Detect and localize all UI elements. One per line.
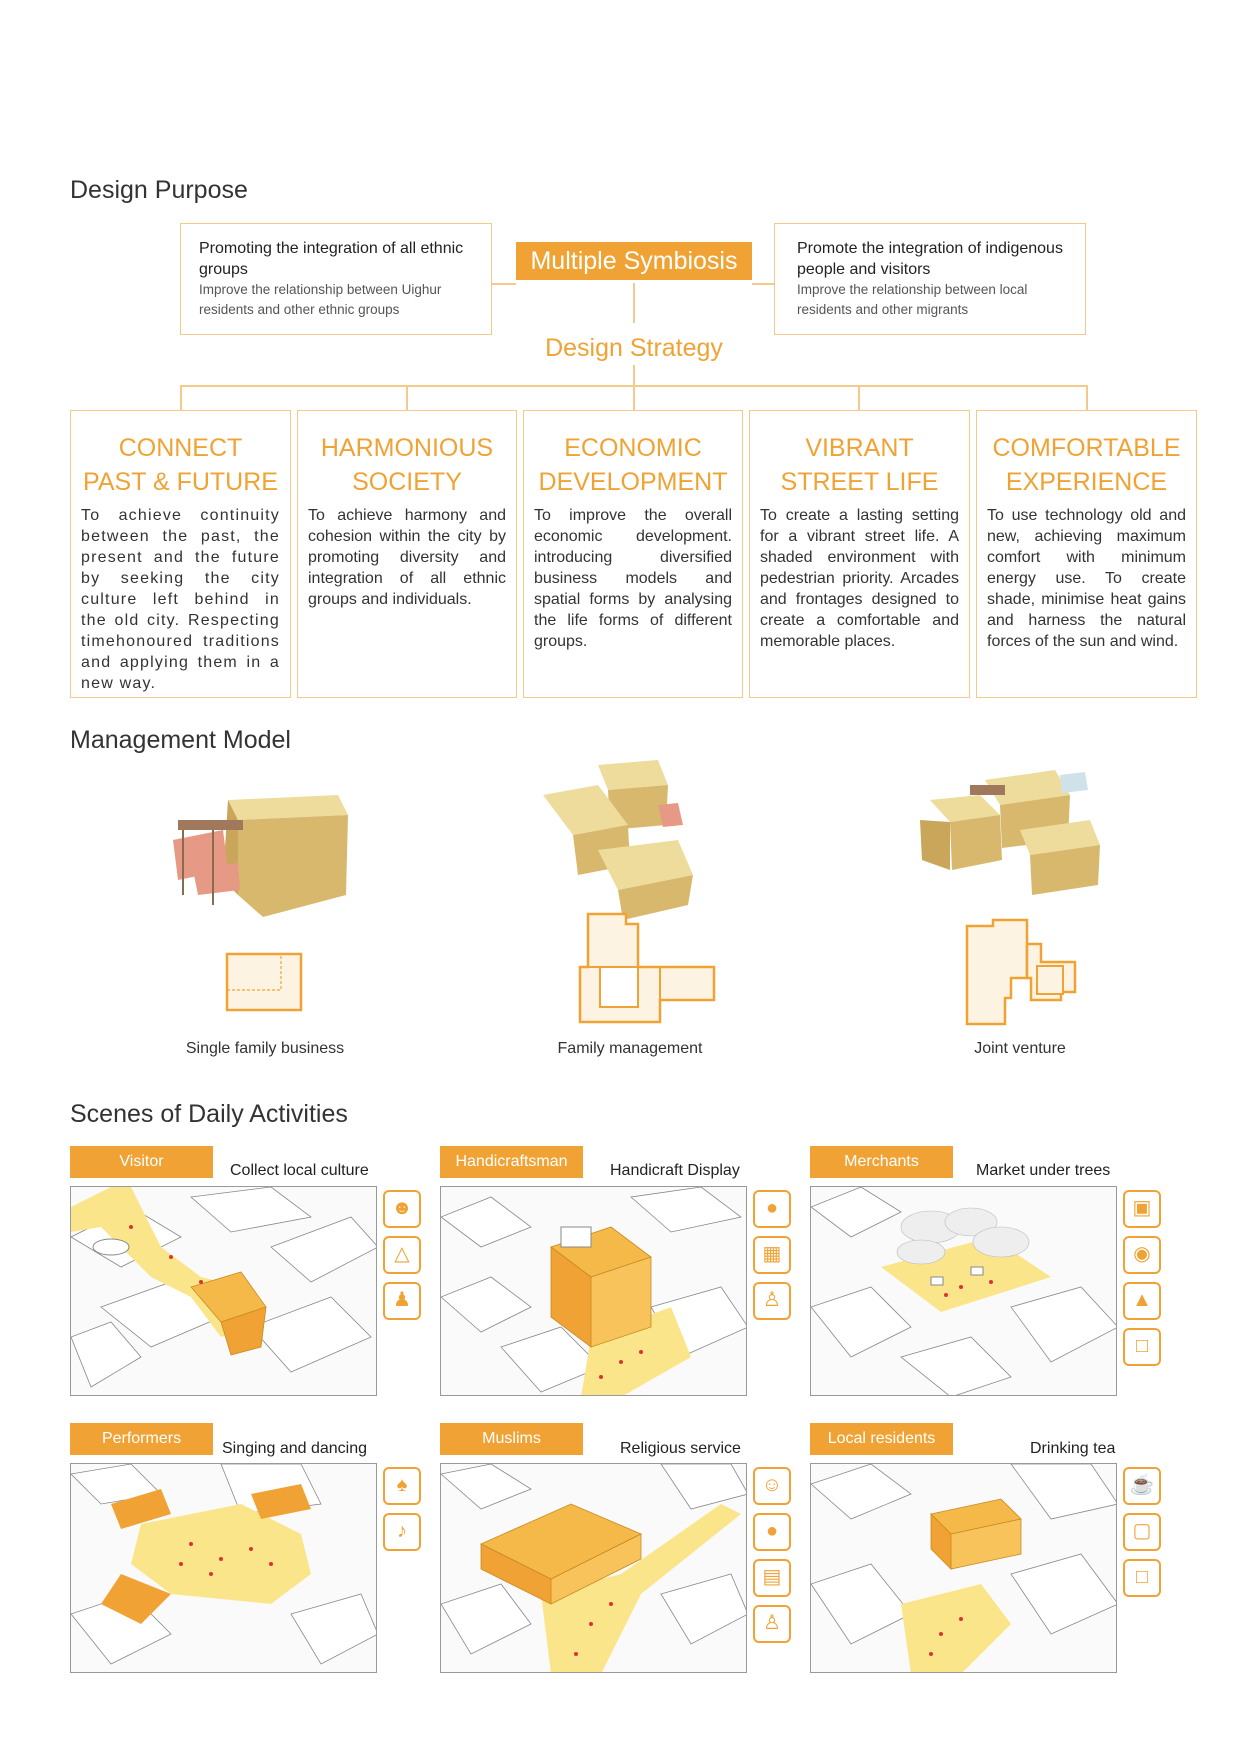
- single-family-plan: [225, 952, 303, 1012]
- connector-line: [633, 385, 635, 411]
- scene-muslims-axonometric: [440, 1463, 747, 1673]
- card-title: COMFORTABLE EXPERIENCE: [992, 434, 1181, 496]
- dancer-icon: ♠: [383, 1467, 421, 1505]
- market-stall-icon: ▲: [1123, 1282, 1161, 1320]
- teapot-icon: ☕: [1123, 1467, 1161, 1505]
- sofa-icon: ▢: [1123, 1513, 1161, 1551]
- camera-tripod-icon: △: [383, 1236, 421, 1274]
- scenes-title: Scenes of Daily Activities: [70, 1100, 348, 1128]
- scene-tag-visitor: Visitor: [70, 1146, 213, 1178]
- visitor-drawing: [71, 1187, 377, 1396]
- local-residents-drawing: [811, 1464, 1117, 1673]
- card-text: To achieve continuity between the past, the present and the future by seeking the city culture left behind in the old city. Respecting timehonoured traditions and applying them in a new way.: [81, 507, 280, 692]
- book-icon: ▤: [753, 1559, 791, 1597]
- model-label-single: Single family business: [185, 1040, 345, 1057]
- connector-line: [406, 385, 408, 411]
- strategy-card-connect: [70, 410, 291, 698]
- management-model-title: Management Model: [70, 726, 291, 754]
- family-management-plan: [578, 912, 716, 1024]
- card-text: To achieve harmony and cohesion within the city by promoting diversity and integration of all ethnic groups and individuals.: [308, 507, 506, 608]
- purpose-left-main: Promoting the integration of all ethnic groups: [199, 240, 464, 278]
- connector-line: [180, 385, 182, 411]
- family-icon: ☻: [383, 1190, 421, 1228]
- design-strategy-title: Design Strategy: [545, 334, 723, 362]
- card-title: ECONOMIC DEVELOPMENT: [538, 434, 728, 496]
- card-text: To improve the overall economic development. introducing diversified business models and spatial forms by analysing the life forms of different groups.: [534, 507, 732, 650]
- handicraftsman-drawing: [441, 1187, 747, 1396]
- scene-label-visitor: Collect local culture: [230, 1162, 369, 1179]
- chat-icon: □: [1123, 1559, 1161, 1597]
- scene-tag-handicraftsman: Handicraftsman: [440, 1146, 583, 1178]
- scene-label-handicraftsman: Handicraft Display: [610, 1162, 740, 1179]
- single-family-building-render: [168, 785, 358, 920]
- scene-handicraftsman-axonometric: [440, 1186, 747, 1396]
- scene-label-performers: Singing and dancing: [222, 1440, 368, 1457]
- purpose-right-sub: Improve the relationship between local residents and other migrants: [797, 282, 1028, 317]
- scene-merchants-axonometric: [810, 1186, 1117, 1396]
- strategy-card-comfortable: [976, 410, 1197, 698]
- model-label-joint: Joint venture: [974, 1040, 1066, 1057]
- connector-line: [633, 365, 635, 387]
- scene-visitor-axonometric: [70, 1186, 377, 1396]
- mosque-dome-icon: ●: [753, 1513, 791, 1551]
- vendor-cart-icon: ◉: [1123, 1236, 1161, 1274]
- card-title: VIBRANT STREET LIFE: [780, 434, 939, 496]
- purpose-right-box: [774, 223, 1086, 335]
- shopping-person-icon: ♟: [383, 1282, 421, 1320]
- card-text: To use technology old and new, achieving maximum comfort with minimum energy use. To create shade, minimise heat gains and harness the natural forces of the sun and wind.: [987, 507, 1186, 650]
- strategy-card-harmonious: [297, 410, 517, 698]
- strategy-card-vibrant: [749, 410, 970, 698]
- scene-local-residents-axonometric: [810, 1463, 1117, 1673]
- performers-drawing: [71, 1464, 377, 1673]
- chat-icon: □: [1123, 1328, 1161, 1366]
- scene-tag-local-residents: Local residents: [810, 1423, 953, 1455]
- crafts-icon: ●: [753, 1190, 791, 1228]
- joint-venture-plan: [965, 918, 1077, 1026]
- scene-tag-merchants: Merchants: [810, 1146, 953, 1178]
- strategy-card-economic: [523, 410, 743, 698]
- scene-label-merchants: Market under trees: [976, 1162, 1111, 1179]
- connector-line: [858, 385, 860, 411]
- merchants-drawing: [811, 1187, 1117, 1396]
- family-management-building-render: [538, 755, 703, 925]
- purpose-left-sub: Improve the relationship between Uighur residents and other ethnic groups: [199, 282, 442, 317]
- card-title: HARMONIOUS SOCIETY: [320, 434, 494, 496]
- joint-venture-building-render: [910, 760, 1110, 900]
- scene-tag-muslims: Muslims: [440, 1423, 583, 1455]
- cart-icon: ▣: [1123, 1190, 1161, 1228]
- scene-tag-performers: Performers: [70, 1423, 213, 1455]
- connector-line: [492, 283, 516, 285]
- card-title: CONNECT PAST & FUTURE: [83, 434, 278, 496]
- model-label-family: Family management: [557, 1040, 703, 1057]
- multiple-symbiosis-banner: Multiple Symbiosis: [516, 242, 752, 280]
- muslims-drawing: [441, 1464, 747, 1673]
- card-text: To create a lasting setting for a vibrant street life. A shaded environment with pedestrian priority. Arcades and frontages designed to create a comfortable and memorable places.: [760, 507, 959, 650]
- purpose-left-box: [180, 223, 492, 335]
- musicians-icon: ♪: [383, 1513, 421, 1551]
- purpose-right-main: Promote the integration of indigenous people and visitors: [797, 240, 1063, 278]
- carpet-icon: ▦: [753, 1236, 791, 1274]
- scene-label-local-residents: Drinking tea: [1030, 1440, 1116, 1457]
- worker-icon: ♙: [753, 1282, 791, 1320]
- prayer-icon: ☺: [753, 1467, 791, 1505]
- imam-icon: ♙: [753, 1605, 791, 1643]
- connector-line: [1086, 385, 1088, 411]
- scene-label-muslims: Religious service: [620, 1440, 741, 1457]
- connector-line: [752, 283, 774, 285]
- scene-performers-axonometric: [70, 1463, 377, 1673]
- design-purpose-title: Design Purpose: [70, 176, 248, 204]
- connector-line: [633, 283, 635, 323]
